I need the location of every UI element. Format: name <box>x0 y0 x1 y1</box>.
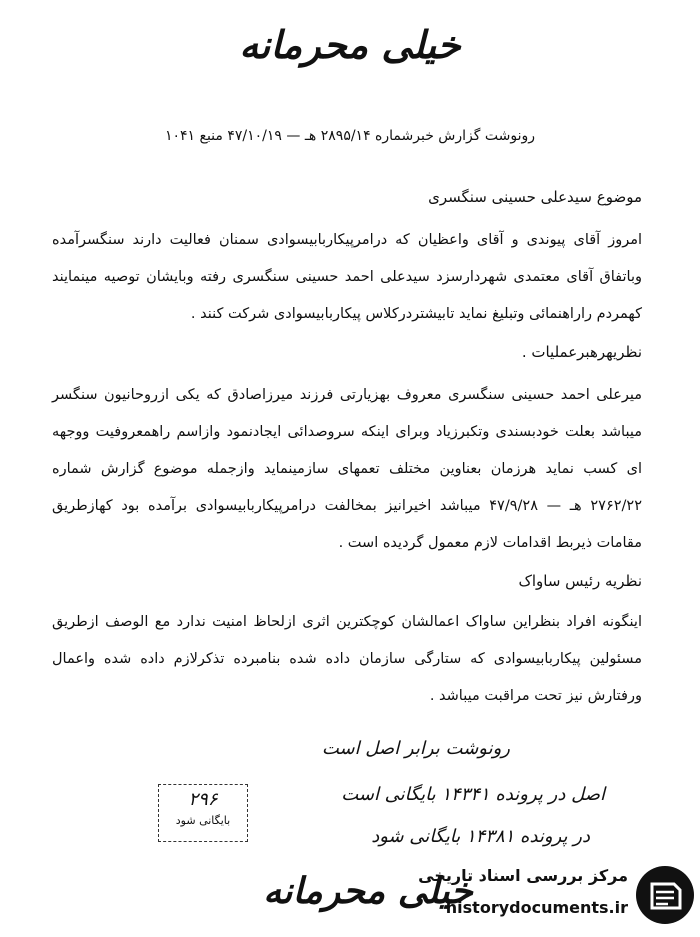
watermark-name: مرکز بررسی اسناد تاریخی <box>418 866 628 885</box>
handwritten-filing-note: در پرونده ۱۴۳۸۱ بایگانی شود <box>371 826 590 847</box>
stamp-text: بایگانی شود <box>175 814 231 827</box>
handwritten-certification: رونوشت برابر اصل است <box>321 738 510 759</box>
classification-footer: خیلی محرمانه <box>263 870 473 912</box>
subject-line: موضوع سیدعلی حسینی سنگسری <box>428 188 642 206</box>
archive-stamp <box>158 784 248 842</box>
watermark-logo <box>418 852 700 937</box>
operations-leader-heading: نظریهرهبرعملیات . <box>521 343 642 361</box>
classification-header: خیلی محرمانه <box>239 22 461 67</box>
report-paragraph-1: امروز آقای پیوندی و آقای واعظیان که درامرپیکاربابیسوادی سمنان فعالیت دارند سنگسرآمده وباتفاق آقای معتمدی شهردارسزد سیدعلی احمد حسینی سنگسری رفته وبایشان توصیه مینمایند کهمردم راراهنمائی وتبلیغ نماید تابیشتردرکلاس پیکاربابیسوادی شرکت کنند . <box>52 232 642 322</box>
handwritten-archive-note: اصل در پرونده ۱۴۳۴۱ بایگانی است <box>341 784 605 805</box>
savak-chief-heading: نظریه رئیس ساواک <box>518 572 642 590</box>
watermark-url: historydocuments.ir <box>445 898 628 917</box>
stamp-number: ۲۹۶ <box>188 789 218 810</box>
report-paragraph-2: میرعلی احمد حسینی سنگسری معروف بهزیارتی فرزند میرزاصادق که یکی ازروحانیون سنگسر میباشد بعلت خودبسندی وتکبرزیاد وبرای اینکه سروصدائی ایجادنمود وازاسم راهمعروفیت ووجهه ای کسب نماید هرزمان بعناوین مختلف تعمهای سازمینماید وازجمله موضوع گزارش شماره ۲۷۶۲/۲۲ هـ — ۴۷/۹/۲۸ میباشد اخیرانیز بمخالفت درامرپیکاربابیسوادی برآمده بود کهازطریق مقامات ذیربط اقدامات لازم معمول گردیده است . <box>52 387 642 551</box>
archive-logo-icon <box>636 866 694 924</box>
reference-line: رونوشت گزارش خبرشماره ۲۸۹۵/۱۴ هـ — ۴۷/۱۰/۱۹ منبع ۱۰۴۱ <box>164 128 536 144</box>
report-paragraph-3: اینگونه افراد بنظراین ساواک اعمالشان کوچکترین اثری ازلحاظ امنیت ندارد مع الوصف ازطریق مسئولین پیکاربابیسوادی که ستارگی سازمان داده شده بنامبرده تذکرلازم داده شده واعمال ورفتارش نیز تحت مراقبت میباشد . <box>52 614 642 704</box>
